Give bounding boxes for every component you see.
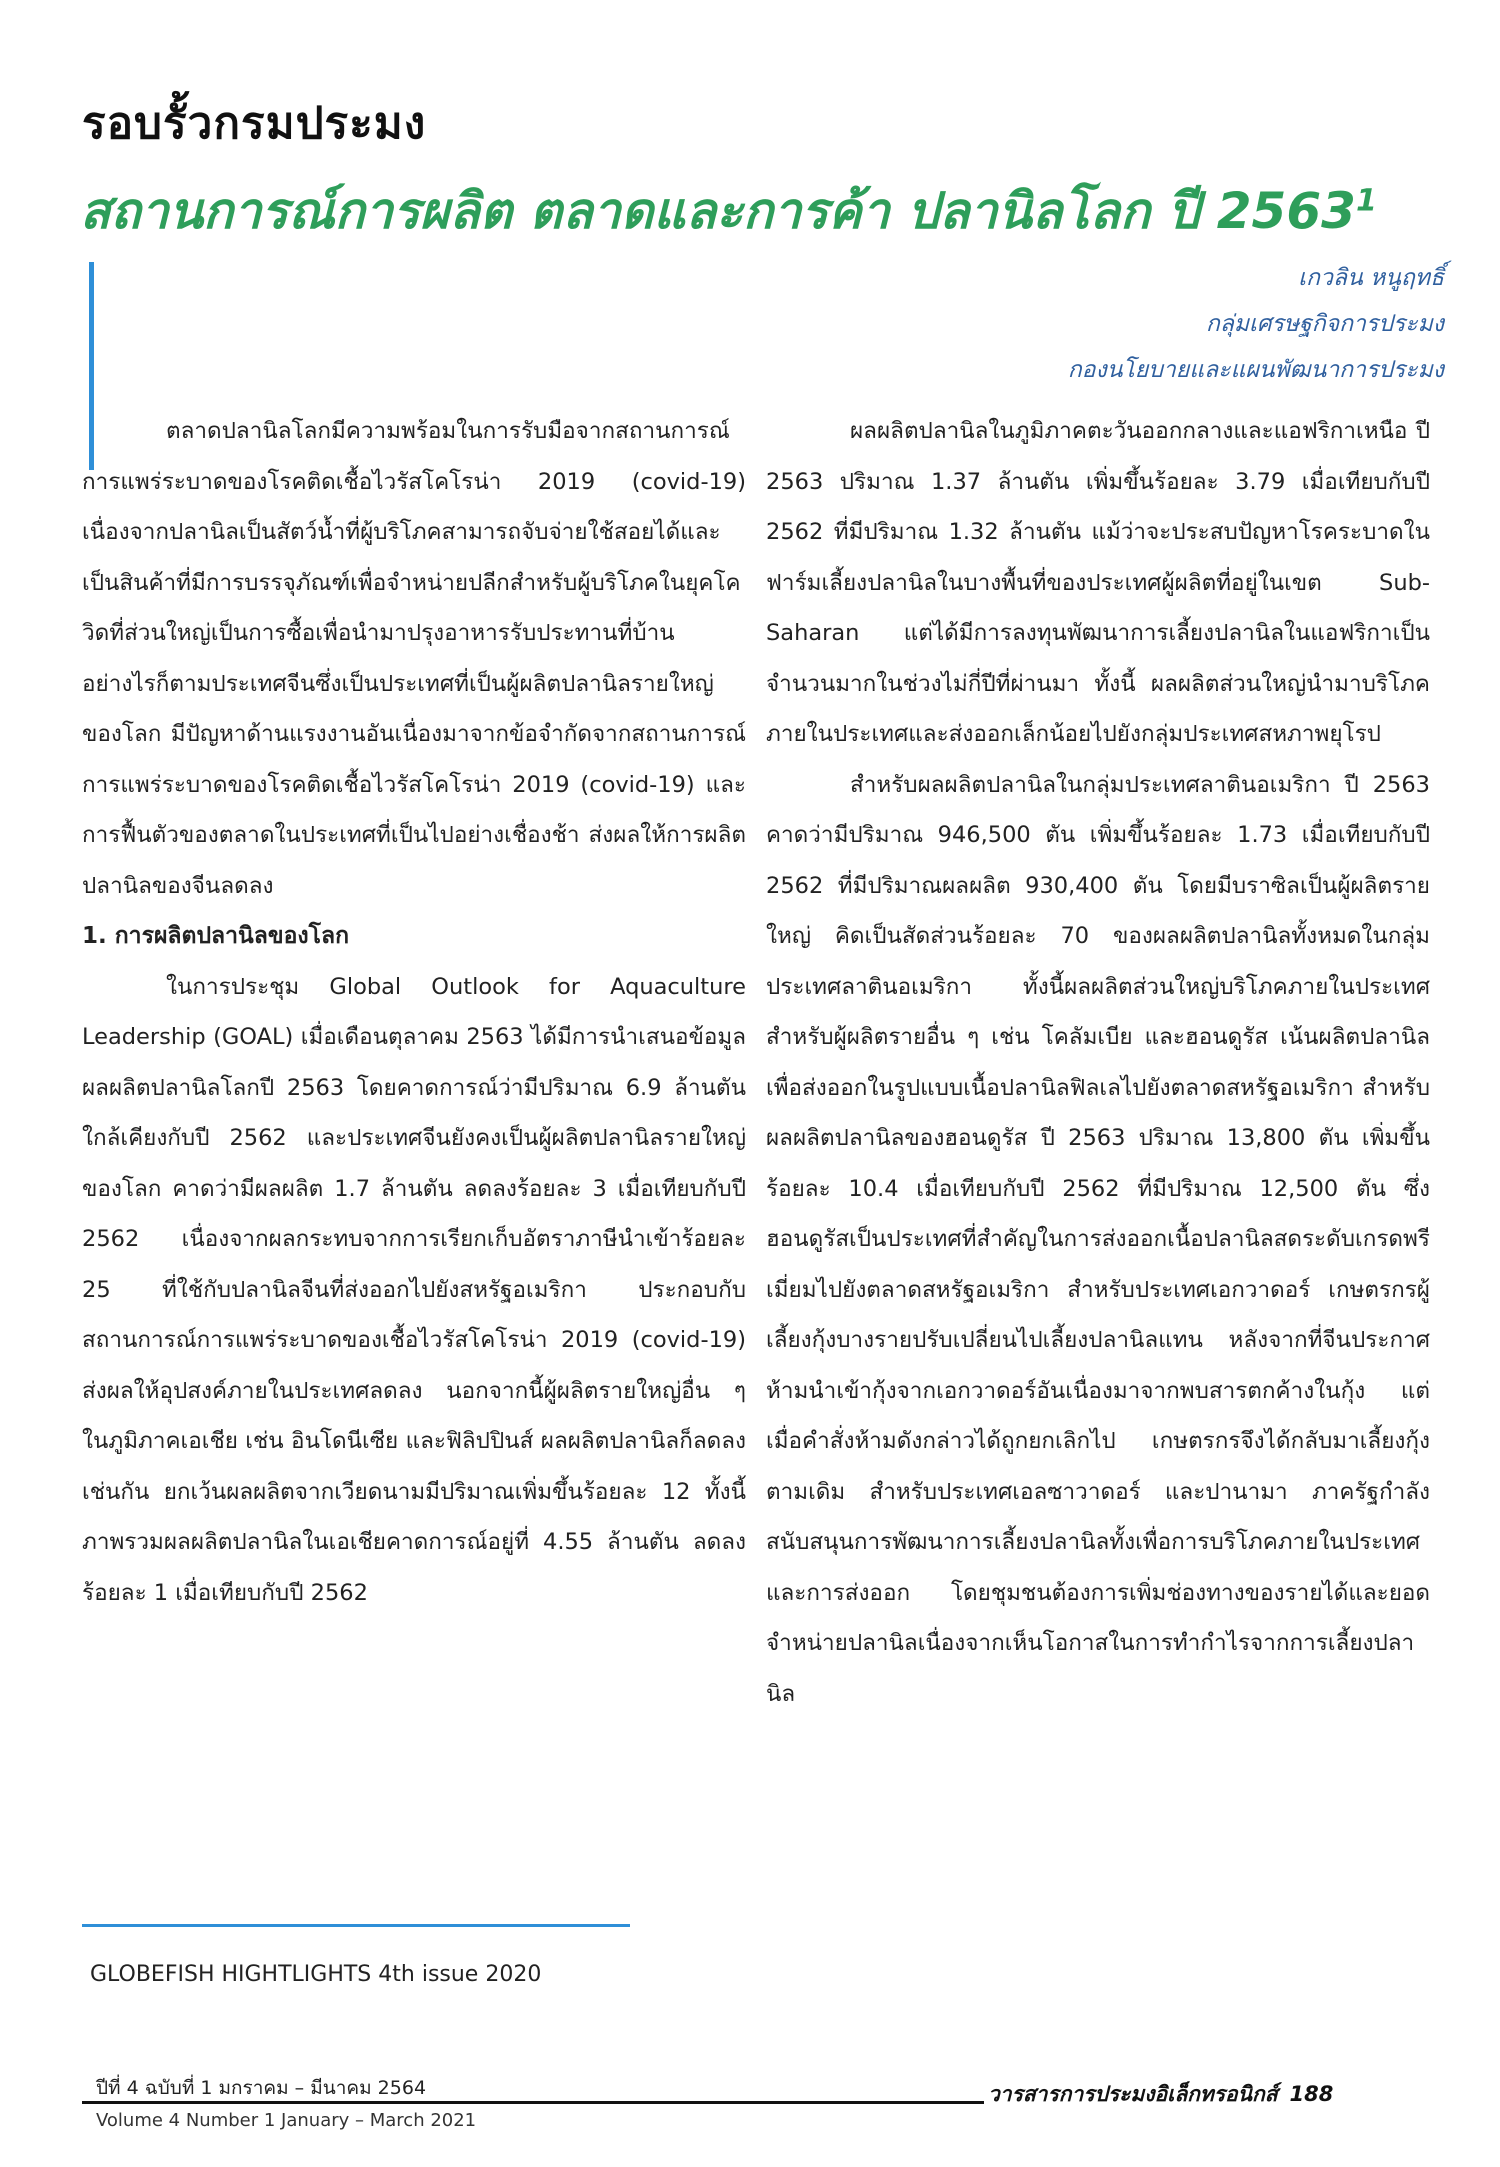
article-title-text: สถานการณ์การผลิต ตลาดและการค้า ปลานิลโลก ปี 2563 xyxy=(80,182,1356,240)
issue-info-english: Volume 4 Number 1 January – March 2021 xyxy=(96,2110,477,2131)
title-footnote-marker: 1 xyxy=(1355,183,1377,219)
byline xyxy=(1068,255,1444,393)
paragraph: สำหรับผลผลิตปลานิลในกลุ่มประเทศลาตินอเมริกา ปี 2563 คาดว่ามีปริมาณ 946,500 ตัน เพิ่มขึ้นร้อยละ 1.73 เมื่อเทียบกับปี 2562 ที่มีปริมาณผลผลิต 930,400 ตัน โดยมีบราซิลเป็นผู้ผลิตรายใหญ่ คิดเป็นสัดส่วนร้อยละ 70 ของผลผลิตปลานิลทั้งหมดในกลุ่มประเทศลาตินอเมริกา ทั้งนี้ผลผลิตส่วนใหญ่บริโภคภายในประเทศ สำหรับผู้ผลิตรายอื่น ๆ เช่น โคลัมเบีย และฮอนดูรัส เน้นผลิตปลานิลเพื่อส่งออกในรูปแบบเนื้อปลานิลฟิลเลไปยังตลาดสหรัฐอเมริกา สำหรับผลผลิตปลานิลของฮอนดูรัส ปี 2563 ปริมาณ 13,800 ตัน เพิ่มขึ้นร้อยละ 10.4 เมื่อเทียบกับปี 2562 ที่มีปริมาณ 12,500 ตัน ซึ่งฮอนดูรัสเป็นประเทศที่สำคัญในการส่งออกเนื้อปลานิลสดระดับเกรดพรีเมี่ยมไปยังตลาดสหรัฐอเมริกา สำหรับประเทศเอกวาดอร์ เกษตรกรผู้เลี้ยงกุ้งบางรายปรับเปลี่ยนไปเลี้ยงปลานิลแทน หลังจากที่จีนประกาศห้ามนำเข้ากุ้งจากเอกวาดอร์อันเนื่องมาจากพบสารตกค้างในกุ้ง แต่เมื่อคำสั่งห้ามดังกล่าวได้ถูกยกเลิกไป เกษตรกรจึงได้กลับมาเลี้ยงกุ้งตามเดิม สำหรับประเทศเอลซาวาดอร์ และปานามา ภาครัฐกำลังสนับสนุนการพัฒนาการเลี้ยงปลานิลทั้งเพื่อการบริโภคภายในประเทศ และการส่งออก โดยชุมชนต้องการเพิ่มช่องทางของรายได้และยอดจำหน่ายปลานิลเนื่องจากเห็นโอกาสในการทำกำไรจากการเลี้ยงปลานิล xyxy=(766,771,1430,1707)
section-title: รอบรั้วกรมประมง xyxy=(82,98,427,149)
footer-rule xyxy=(82,2101,984,2104)
paragraph: ในการประชุม Global Outlook for Aquaculture Leadership (GOAL) เมื่อเดือนตุลาคม 2563 ได้มีการนำเสนอข้อมูลผลผลิตปลานิลโลกปี 2563 โดยคาดการณ์ว่ามีปริมาณ 6.9 ล้านตัน ใกล้เคียงกับปี 2562 และประเทศจีนยังคงเป็นผู้ผลิตปลานิลรายใหญ่ของโลก คาดว่ามีผลผลิต 1.7 ล้านตัน ลดลงร้อยละ 3 เมื่อเทียบกับปี 2562 เนื่องจากผลกระทบจากการเรียกเก็บอัตราภาษีนำเข้าร้อยละ 25 ที่ใช้กับปลานิลจีนที่ส่งออกไปยังสหรัฐอเมริกา ประกอบกับสถานการณ์การแพร่ระบาดของเชื้อไวรัสโคโรน่า 2019 (covid-19) ส่งผลให้อุปสงค์ภายในประเทศลดลง นอกจากนี้ผู้ผลิตรายใหญ่อื่น ๆ ในภูมิภาคเอเชีย เช่น อินโดนีเซีย และฟิลิปปินส์ ผลผลิตปลานิลก็ลดลงเช่นกัน ยกเว้นผลผลิตจากเวียดนามมีปริมาณเพิ่มขึ้นร้อยละ 12 ทั้งนี้ ภาพรวมผลผลิตปลานิลในเอเชียคาดการณ์อยู่ที่ 4.55 ล้านตัน ลดลงร้อยละ 1 เมื่อเทียบกับปี 2562 xyxy=(82,973,746,1606)
journal-title: วารสารการประมงอิเล็กทรอนิกส์ xyxy=(988,2082,1278,2106)
page-number: 188 xyxy=(1289,2082,1334,2106)
footnote-rule xyxy=(82,1924,630,1927)
footnote: GLOBEFISH HIGHTLIGHTS 4th issue 2020 xyxy=(90,1962,542,1987)
section-heading: 1. การผลิตปลานิลของโลก xyxy=(82,923,350,949)
author-division: กลุ่มเศรษฐกิจการประมง xyxy=(1205,311,1444,337)
author-department: กองนโยบายและแผนพัฒนาการประมง xyxy=(1067,357,1444,383)
article-title xyxy=(80,172,1460,251)
left-column xyxy=(82,406,746,1618)
author-name: เกวลิน หนูฤทธิ์ xyxy=(1298,265,1444,291)
issue-info-thai: ปีที่ 4 ฉบับที่ 1 มกราคม – มีนาคม 2564 xyxy=(96,2077,427,2099)
paragraph: ผลผลิตปลานิลในภูมิภาคตะวันออกกลางและแอฟริกาเหนือ ปี 2563 ปริมาณ 1.37 ล้านตัน เพิ่มขึ้นร้อยละ 3.79 เมื่อเทียบกับปี 2562 ที่มีปริมาณ 1.32 ล้านตัน แม้ว่าจะประสบปัญหาโรคระบาดในฟาร์มเลี้ยงปลานิลในบางพื้นที่ของประเทศผู้ผลิตที่อยู่ในเขต Sub-Saharan แต่ได้มีการลงทุนพัฒนาการเลี้ยงปลานิลในแอฟริกาเป็นจำนวนมากในช่วงไม่กี่ปีที่ผ่านมา ทั้งนี้ ผลผลิตส่วนใหญ่นำมาบริโภคภายในประเทศและส่งออกเล็กน้อยไปยังกลุ่มประเทศสหภาพยุโรป xyxy=(766,418,1430,747)
paragraph: ตลาดปลานิลโลกมีความพร้อมในการรับมือจากสถานการณ์การแพร่ระบาดของโรคติดเชื้อไวรัสโคโรน่า 2019 (covid-19) เนื่องจากปลานิลเป็นสัตว์น้ำที่ผู้บริโภคสามารถจับจ่ายใช้สอยได้และเป็นสินค้าที่มีการบรรจุภัณฑ์เพื่อจำหน่ายปลีกสำหรับผู้บริโภคในยุคโควิดที่ส่วนใหญ่เป็นการซื้อเพื่อนำมาปรุงอาหารรับประทานที่บ้าน อย่างไรก็ตามประเทศจีนซึ่งเป็นประเทศที่เป็นผู้ผลิตปลานิลรายใหญ่ของโลก มีปัญหาด้านแรงงานอันเนื่องมาจากข้อจำกัดจากสถานการณ์การแพร่ระบาดของโรคติดเชื้อไวรัสโคโรน่า 2019 (covid-19) และการฟื้นตัวของตลาดในประเทศที่เป็นไปอย่างเชื่องช้า ส่งผลให้การผลิตปลานิลของจีนลดลง xyxy=(82,418,746,899)
journal-name xyxy=(988,2078,1418,2111)
right-column xyxy=(766,406,1430,1719)
